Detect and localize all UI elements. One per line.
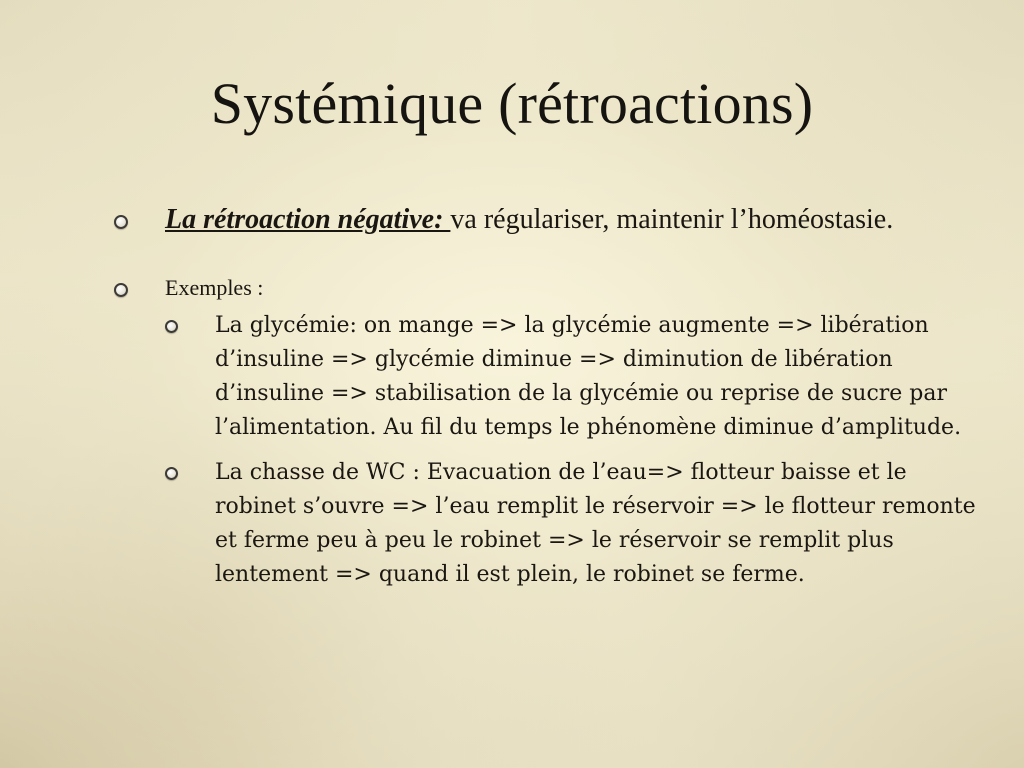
bullet-circle-icon	[114, 215, 128, 229]
bullet-circle-icon	[114, 283, 128, 297]
sub-bullet-circle-icon	[165, 320, 178, 333]
sub-bullet-text: La chasse de WC : Evacuation de l’eau=> flotteur baisse et le robinet s’ouvre => l’eau remplit le réservoir => le flotteur remonte et ferme peu à peu le robinet => le réservoir se remplit plus lentement => quand il est plein, le robinet se ferme.	[215, 460, 976, 587]
slide-title: Systémique (rétroactions)	[210, 71, 814, 136]
sub-bullet-chasse-wc	[164, 456, 992, 592]
sub-bullet-glycemie	[164, 309, 992, 445]
sub-bullet-text: La glycémie: on mange => la glycémie augmente => libération d’insuline => glycémie diminue => diminution de libération d’insuline => stabilisation de la glycémie ou reprise de sucre par l’alimentation. Au fil du temps le phénomène diminue d’amplitude.	[215, 313, 962, 440]
bullet-examples	[112, 273, 992, 303]
slide-content	[112, 200, 992, 592]
bullet-term: La rétroaction négative:	[165, 204, 451, 235]
bullet-text: va régulariser, maintenir l’homéostasie.	[450, 204, 894, 235]
bullet-text: Exemples :	[165, 275, 264, 300]
sub-bullet-circle-icon	[165, 467, 178, 480]
bullet-negative-feedback	[112, 200, 992, 240]
